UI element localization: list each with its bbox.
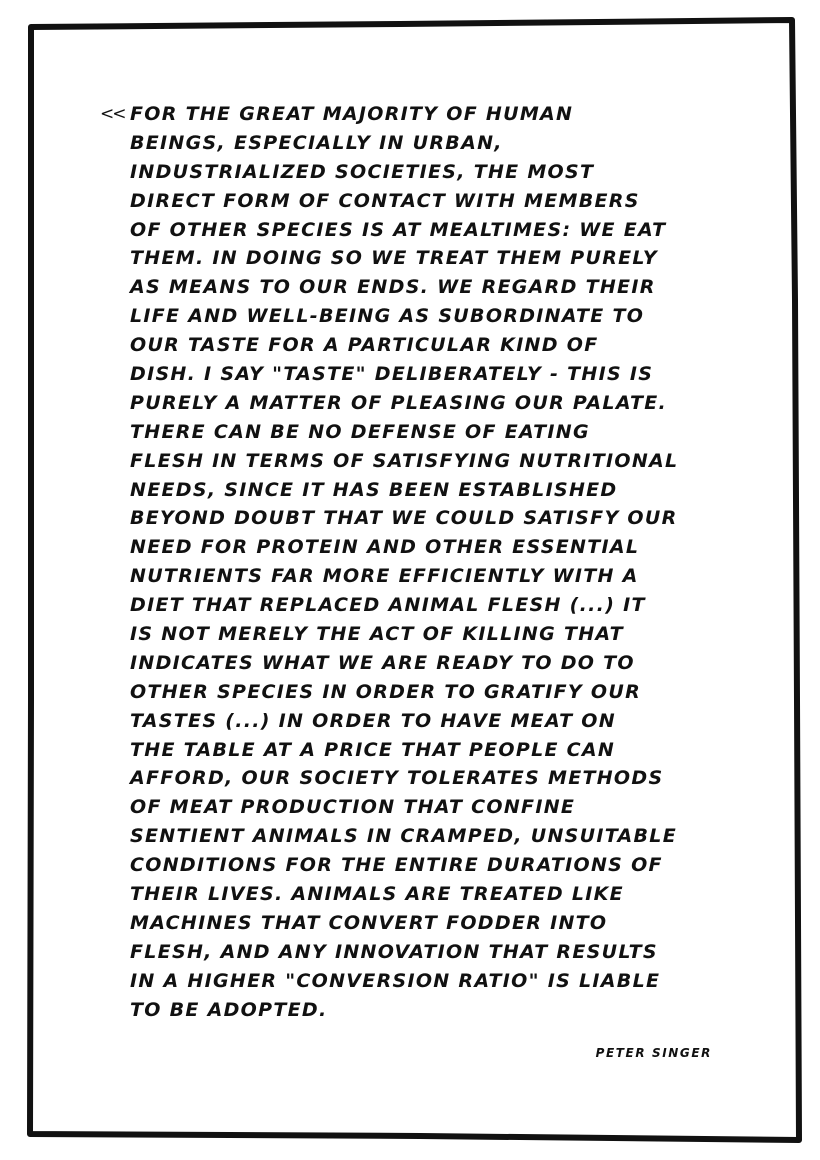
quote-line: THEIR LIVES. ANIMALS ARE TREATED LIKE: [130, 883, 624, 906]
open-quote-mark: <<: [100, 104, 125, 124]
quote-line: AS MEANS TO OUR ENDS. WE REGARD THEIR: [130, 276, 656, 299]
quote-line: TASTES (...) IN ORDER TO HAVE MEAT ON: [130, 709, 616, 732]
quote-author: PETER SINGER: [595, 1046, 712, 1060]
quote-line: MACHINES THAT CONVERT FODDER INTO: [130, 911, 608, 934]
quote-line: LIFE AND WELL-BEING AS SUBORDINATE TO: [130, 305, 645, 328]
quote-text: [130, 100, 730, 1025]
quote-line: OF MEAT PRODUCTION THAT CONFINE: [130, 796, 576, 819]
quote-line: IN A HIGHER "CONVERSION RATIO" IS LIABLE: [130, 969, 661, 992]
quote-line: THE TABLE AT A PRICE THAT PEOPLE CAN: [130, 738, 616, 761]
quote-line: OUR TASTE FOR A PARTICULAR KIND OF: [130, 334, 599, 357]
quote-line: BEINGS, ESPECIALLY IN URBAN,: [130, 131, 503, 154]
quote-line: FLESH, AND ANY INNOVATION THAT RESULTS: [130, 940, 658, 963]
quote-line: NUTRIENTS FAR MORE EFFICIENTLY WITH A: [130, 565, 639, 588]
quote-line: IS NOT MERELY THE ACT OF KILLING THAT: [130, 623, 624, 646]
quote-line: TO BE ADOPTED.: [130, 998, 328, 1021]
quote-line: CONDITIONS FOR THE ENTIRE DURATIONS OF: [130, 854, 663, 877]
quote-line: INDICATES WHAT WE ARE READY TO DO TO: [130, 651, 635, 674]
quote-line: INDUSTRIALIZED SOCIETIES, THE MOST: [130, 160, 595, 183]
quote-line: NEEDS, SINCE IT HAS BEEN ESTABLISHED: [130, 478, 618, 501]
quote-line: PURELY A MATTER OF PLEASING OUR PALATE.: [130, 391, 668, 414]
quote-line: DISH. I SAY "TASTE" DELIBERATELY - THIS IS: [130, 363, 654, 386]
quote-line: DIRECT FORM OF CONTACT WITH MEMBERS: [130, 189, 640, 212]
quote-line: THEM. IN DOING SO WE TREAT THEM PURELY: [130, 247, 658, 270]
quote-line: DIET THAT REPLACED ANIMAL FLESH (...) IT: [130, 594, 646, 617]
quote-line: OTHER SPECIES IN ORDER TO GRATIFY OUR: [130, 680, 642, 703]
quote-line: FOR THE GREAT MAJORITY OF HUMAN: [130, 103, 574, 125]
quote-line: SENTIENT ANIMALS IN CRAMPED, UNSUITABLE: [130, 825, 677, 848]
quote-line: FLESH IN TERMS OF SATISFYING NUTRITIONAL: [130, 449, 679, 472]
quote-line: BEYOND DOUBT THAT WE COULD SATISFY OUR: [130, 507, 678, 530]
quote-line: AFFORD, OUR SOCIETY TOLERATES METHODS: [130, 767, 664, 790]
quote-line: NEED FOR PROTEIN AND OTHER ESSENTIAL: [130, 536, 640, 559]
quote-line: THERE CAN BE NO DEFENSE OF EATING: [130, 420, 590, 443]
quote-line: OF OTHER SPECIES IS AT MEALTIMES: WE EAT: [130, 218, 667, 241]
